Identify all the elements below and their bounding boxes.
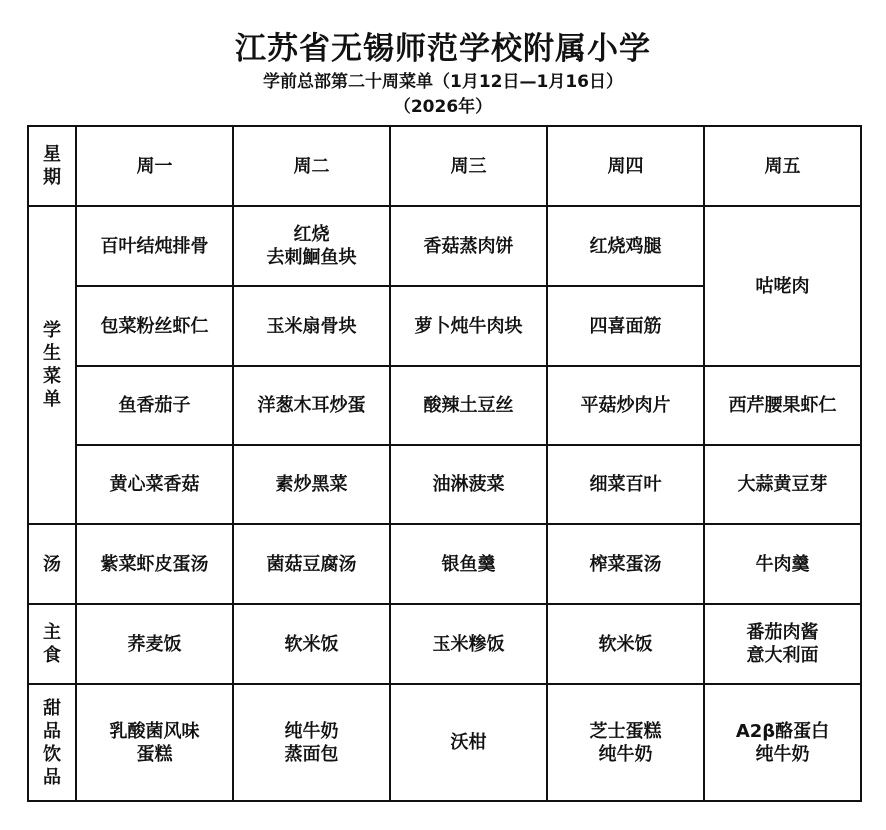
menu-cell: 玉米扇骨块 bbox=[233, 286, 390, 366]
menu-cell: 素炒黑菜 bbox=[233, 445, 390, 524]
label-char: 品 bbox=[43, 766, 61, 788]
menu-cell: 荞麦饭 bbox=[76, 604, 233, 684]
menu-line: A2β酪蛋白 bbox=[735, 720, 830, 742]
menu-cell: 鱼香茄子 bbox=[76, 366, 233, 445]
page-year: （2026年） bbox=[393, 97, 493, 117]
menu-cell: 百叶结炖排骨 bbox=[76, 206, 233, 286]
label-char: 汤 bbox=[43, 553, 61, 575]
menu-line: 蛋糕 bbox=[136, 743, 173, 765]
menu-cell: 油淋菠菜 bbox=[390, 445, 547, 524]
menu-cell: 牛肉羹 bbox=[704, 524, 861, 604]
menu-cell: 玉米糁饭 bbox=[390, 604, 547, 684]
menu-cell bbox=[704, 684, 861, 801]
label-char: 主 bbox=[43, 622, 61, 643]
menu-cell bbox=[76, 684, 233, 801]
menu-cell bbox=[233, 206, 390, 286]
menu-cell: 榨菜蛋汤 bbox=[547, 524, 704, 604]
dessert-drink-row bbox=[28, 684, 861, 801]
menu-line: 番茄肉酱 bbox=[746, 622, 819, 643]
menu-line: 去刺鮰鱼块 bbox=[266, 247, 357, 268]
menu-cell: 银鱼羹 bbox=[390, 524, 547, 604]
menu-cell: 萝卜炖牛肉块 bbox=[390, 286, 547, 366]
menu-cell: 红烧鸡腿 bbox=[547, 206, 704, 286]
label-char: 单 bbox=[43, 389, 61, 410]
menu-cell: 香菇蒸肉饼 bbox=[390, 206, 547, 286]
menu-line: 纯牛奶 bbox=[598, 743, 653, 765]
section-label-soup bbox=[28, 524, 76, 604]
label-char: 饮 bbox=[43, 743, 61, 765]
menu-cell: 西芹腰果虾仁 bbox=[704, 366, 861, 445]
page-subtitle: 学前总部第二十周菜单（1月12日—1月16日） bbox=[263, 72, 623, 92]
menu-cell: 酸辣土豆丝 bbox=[390, 366, 547, 445]
menu-line: 乳酸菌风味 bbox=[109, 720, 200, 742]
label-char: 星 bbox=[43, 144, 61, 165]
section-label-staple bbox=[28, 604, 76, 684]
menu-cell: 黄心菜香菇 bbox=[76, 445, 233, 524]
weekday-corner-label bbox=[28, 126, 76, 206]
menu-cell: 大蒜黄豆芽 bbox=[704, 445, 861, 524]
table-row bbox=[28, 445, 861, 524]
menu-cell: 沃柑 bbox=[390, 684, 547, 801]
menu-line: 纯牛奶 bbox=[284, 720, 339, 742]
label-char: 学 bbox=[43, 320, 61, 341]
menu-cell: 紫菜虾皮蛋汤 bbox=[76, 524, 233, 604]
label-char: 生 bbox=[43, 343, 61, 364]
menu-cell: 四喜面筋 bbox=[547, 286, 704, 366]
menu-cell-merged: 咕咾肉 bbox=[704, 206, 861, 366]
day-header-wed: 周三 bbox=[390, 126, 547, 206]
menu-cell: 包菜粉丝虾仁 bbox=[76, 286, 233, 366]
day-header-mon: 周一 bbox=[76, 126, 233, 206]
day-header-tue: 周二 bbox=[233, 126, 390, 206]
label-char: 食 bbox=[43, 645, 61, 666]
menu-cell bbox=[547, 684, 704, 801]
day-header-thu: 周四 bbox=[547, 126, 704, 206]
weekly-menu-table bbox=[27, 125, 862, 802]
soup-row bbox=[28, 524, 861, 604]
menu-line: 意大利面 bbox=[746, 645, 819, 666]
label-char: 甜 bbox=[43, 697, 61, 719]
menu-line: 红烧 bbox=[293, 224, 330, 245]
section-label-student-menu bbox=[28, 206, 76, 524]
table-row bbox=[28, 366, 861, 445]
page-title: 江苏省无锡师范学校附属小学 bbox=[235, 31, 651, 67]
menu-cell bbox=[233, 684, 390, 801]
staple-row bbox=[28, 604, 861, 684]
label-char: 期 bbox=[43, 167, 61, 188]
section-label-dessert-drink bbox=[28, 684, 76, 801]
menu-cell: 菌菇豆腐汤 bbox=[233, 524, 390, 604]
menu-cell bbox=[704, 604, 861, 684]
menu-cell: 软米饭 bbox=[233, 604, 390, 684]
menu-line: 蒸面包 bbox=[284, 743, 339, 765]
label-char: 品 bbox=[43, 720, 61, 742]
menu-line: 芝士蛋糕 bbox=[589, 720, 662, 742]
menu-cell: 洋葱木耳炒蛋 bbox=[233, 366, 390, 445]
label-char: 菜 bbox=[43, 366, 61, 387]
day-header-fri: 周五 bbox=[704, 126, 861, 206]
menu-cell: 软米饭 bbox=[547, 604, 704, 684]
header-row bbox=[28, 126, 861, 206]
table-row bbox=[28, 206, 861, 286]
menu-line: 纯牛奶 bbox=[755, 743, 810, 765]
menu-cell: 细菜百叶 bbox=[547, 445, 704, 524]
menu-cell: 平菇炒肉片 bbox=[547, 366, 704, 445]
